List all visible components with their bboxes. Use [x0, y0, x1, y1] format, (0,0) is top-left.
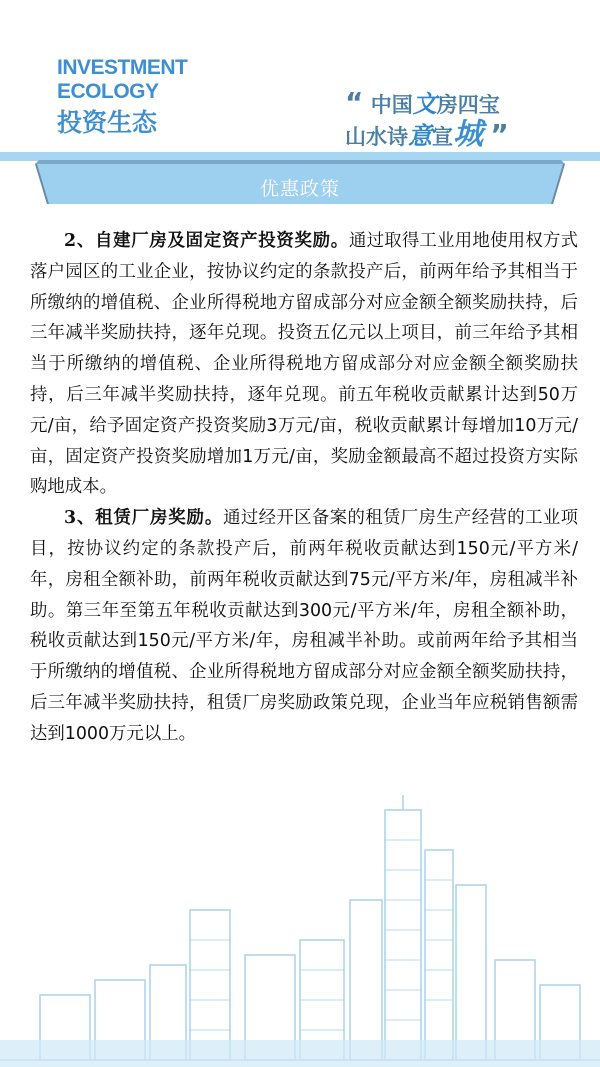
slogan-line1-accent: 文: [412, 90, 437, 118]
brand-block: [57, 56, 187, 140]
slogan-line2-a: 山水诗: [345, 125, 408, 149]
slogan: [345, 88, 595, 152]
slogan-line2-accent: 意: [408, 122, 432, 150]
slogan-line2-big-accent: 城: [453, 117, 483, 152]
brand-cn-title: 投资生态: [57, 108, 158, 137]
section-title: 优惠政策: [259, 178, 340, 200]
city-skyline-icon: [0, 790, 600, 1067]
policy-paragraph-2: [30, 226, 578, 503]
policy-paragraph-3: [30, 503, 578, 749]
brand-en-line2: ECOLOGY: [57, 80, 159, 103]
section-banner: [35, 160, 565, 208]
slogan-line1-a: 中国: [370, 93, 413, 117]
slogan-line-2: [345, 117, 595, 152]
slogan-line-1: [345, 88, 595, 120]
brand-en-line1: INVESTMENT: [57, 56, 188, 79]
quote-open: “: [345, 86, 364, 119]
policy-body-3: 通过经开区备案的租赁厂房生产经营的工业项目，按协议约定的条款投产后，前两年税收贡献达到150元/平方米/年，房租全额补助，前两年税收贡献达到75元/平方米/年，房租减半补助。第三年至第五年税收贡献达到300元/平方米/年，房租全额补助，税收贡献达到150元/平方米/年，房租减半补助。或前两年给予其相当于所缴纳的增值税、企业所得税地方留成部分对应金额全额奖励扶持，后三年减半奖励扶持，租赁厂房奖励政策兑现，企业当年应税销售额需达到1000万元以上。: [30, 508, 578, 744]
slogan-line1-b: 房四宝: [436, 93, 500, 117]
page-header: [0, 0, 600, 210]
policy-body-2: 通过取得工业用地使用权方式落户园区的工业企业，按协议约定的条款投产后，前两年给予其相当于所缴纳的增值税、企业所得税地方留成部分对应金额全额奖励扶持，后三年减半奖励扶持，逐年兑现。投资五亿元以上项目，前三年给予其相当于所缴纳的增值税、企业所得税地方留成部分对应金额全额奖励扶持，后三年减半奖励扶持，逐年兑现。前五年税收贡献累计达到50万元/亩，给予固定资产投资奖励3万元/亩，税收贡献累计每增加10万元/亩，固定资产投资奖励增加1万元/亩，奖励金额最高不超过投资方实际购地成本。: [30, 231, 578, 498]
policy-heading-3: 3、租赁厂房奖励。: [64, 508, 224, 529]
quote-close: ”: [490, 118, 509, 151]
slogan-line2-b: 宣: [432, 125, 453, 149]
policy-content: [30, 226, 578, 750]
policy-heading-2: 2、自建厂房及固定资产投资奖励。: [64, 231, 349, 251]
